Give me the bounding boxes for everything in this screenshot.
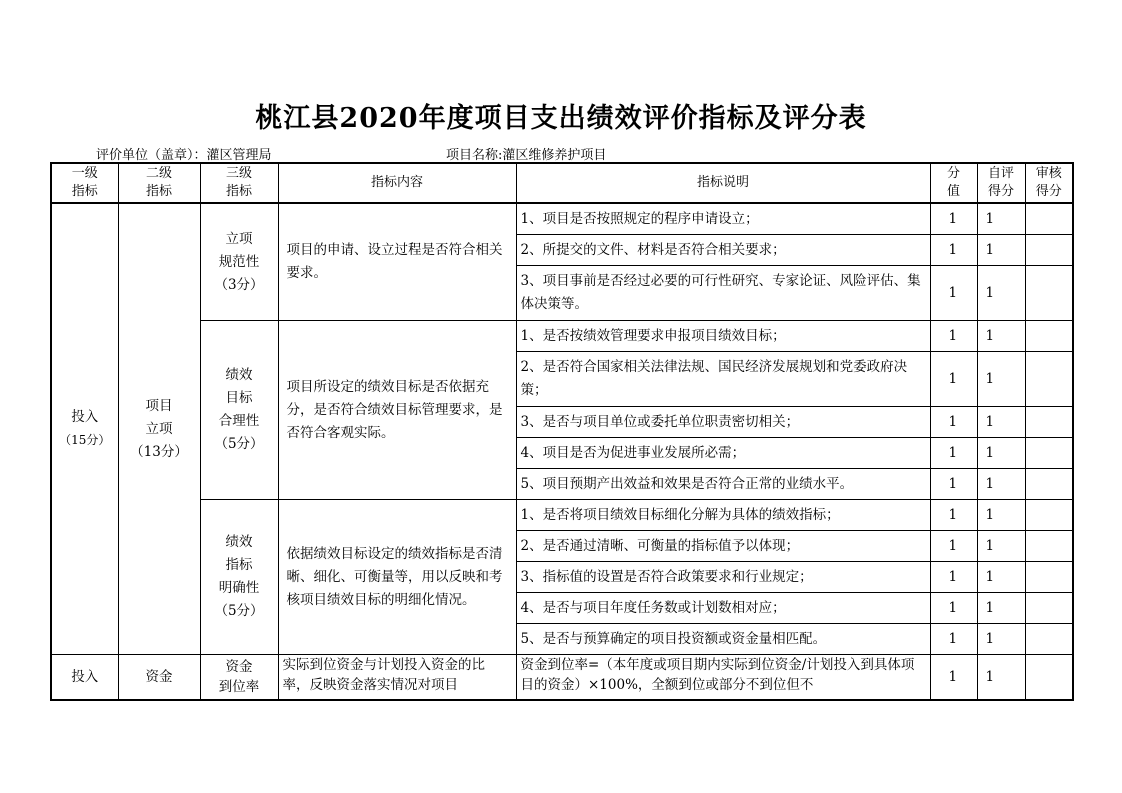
self-score-cell: 1 [977,235,1025,266]
audit-score-cell [1025,500,1073,531]
explain-cell: 4、项目是否为促进事业发展所必需； [516,438,930,469]
audit-score-cell [1025,562,1073,593]
score-cell: 1 [930,321,977,352]
evaluation-unit [96,144,272,163]
score-cell: 1 [930,531,977,562]
audit-score-cell [1025,203,1073,235]
explain-cell: 1、是否按绩效管理要求申报项目绩效目标； [516,321,930,352]
explain-cell: 2、所提交的文件、材料是否符合相关要求； [516,235,930,266]
explain-cell: 5、是否与预算确定的项目投资额或资金量相匹配。 [516,624,930,655]
level3-cell: 立项 规范性 （3分） [200,203,278,321]
score-cell: 1 [930,235,977,266]
self-score-cell: 1 [977,655,1025,701]
audit-score-cell [1025,266,1073,321]
self-score-cell: 1 [977,438,1025,469]
self-score-cell: 1 [977,321,1025,352]
audit-score-cell [1025,593,1073,624]
score-cell: 1 [930,624,977,655]
header-score: 分 值 [930,163,977,203]
explain-cell: 资金到位率=（本年度或项目期内实际到位资金/计划投入到具体项目的资金）×100%，全额到位或部分不到位但不 [516,655,930,701]
project-name [446,144,606,163]
level3-cell: 绩效 目标 合理性 （5分） [200,321,278,500]
score-cell: 1 [930,438,977,469]
self-score-cell: 1 [977,562,1025,593]
score-cell: 1 [930,469,977,500]
score-cell: 1 [930,593,977,624]
audit-score-cell [1025,655,1073,701]
content-cell: 项目的申请、设立过程是否符合相关要求。 [278,203,516,321]
self-score-cell: 1 [977,624,1025,655]
header-level3: 三级 指标 [200,163,278,203]
self-score-cell: 1 [977,203,1025,235]
header-audit-score: 审核 得分 [1025,163,1073,203]
audit-score-cell [1025,407,1073,438]
level2-cell [118,203,200,655]
table-row [51,321,1073,352]
project-name-value: 灌区维修养护项目 [502,148,607,163]
evaluation-table [50,162,1074,701]
header-self-score: 自评 得分 [977,163,1025,203]
level1-cell [51,203,118,655]
table-row [51,500,1073,531]
self-score-cell: 1 [977,593,1025,624]
table-row [51,655,1073,701]
score-cell: 1 [930,266,977,321]
score-cell: 1 [930,655,977,701]
content-cell: 依据绩效目标设定的绩效指标是否清晰、细化、可衡量等，用以反映和考核项目绩效目标的明细化情况。 [278,500,516,655]
project-name-label: 项目名称: [446,148,503,163]
explain-cell: 5、项目预期产出效益和效果是否符合正常的业绩水平。 [516,469,930,500]
self-score-cell: 1 [977,531,1025,562]
header-explain: 指标说明 [516,163,930,203]
evaluation-unit-label: 评价单位（盖章）： [96,148,207,163]
header-level1: 一级 指标 [51,163,118,203]
table-header-row [51,163,1073,203]
score-cell: 1 [930,500,977,531]
level3-cell: 资金 到位率 [200,655,278,701]
self-score-cell: 1 [977,352,1025,407]
level2-name-line2: 立项 [145,420,173,437]
level2-cell: 资金 [118,655,200,701]
self-score-cell: 1 [977,500,1025,531]
content-cell: 项目所设定的绩效目标是否依据充分，是否符合绩效目标管理要求，是否符合客观实际。 [278,321,516,500]
header-content: 指标内容 [278,163,516,203]
explain-cell: 3、项目事前是否经过必要的可行性研究、专家论证、风险评估、集体决策等。 [516,266,930,321]
self-score-cell: 1 [977,407,1025,438]
level1-cell: 投入 [51,655,118,701]
explain-cell: 4、是否与项目年度任务数或计划数相对应； [516,593,930,624]
table-row [51,203,1073,235]
audit-score-cell [1025,531,1073,562]
self-score-cell: 1 [977,266,1025,321]
audit-score-cell [1025,321,1073,352]
audit-score-cell [1025,469,1073,500]
score-cell: 1 [930,352,977,407]
level2-name-line1: 项目 [145,397,173,414]
level1-name: 投入 [71,409,99,425]
content-cell: 实际到位资金与计划投入资金的比率，反映资金落实情况对项目 [278,655,516,701]
explain-cell: 3、是否与项目单位或委托单位职责密切相关； [516,407,930,438]
self-score-cell: 1 [977,469,1025,500]
score-cell: 1 [930,407,977,438]
level3-cell: 绩效 指标 明确性 （5分） [200,500,278,655]
header-level2: 二级 指标 [118,163,200,203]
level2-score: （13分） [130,443,188,460]
audit-score-cell [1025,624,1073,655]
audit-score-cell [1025,352,1073,407]
score-cell: 1 [930,562,977,593]
score-cell: 1 [930,203,977,235]
audit-score-cell [1025,438,1073,469]
explain-cell: 2、是否通过清晰、可衡量的指标值予以体现； [516,531,930,562]
explain-cell: 3、指标值的设置是否符合政策要求和行业规定； [516,562,930,593]
explain-cell: 1、是否将项目绩效目标细化分解为具体的绩效指标； [516,500,930,531]
explain-cell: 1、项目是否按照规定的程序申请设立； [516,203,930,235]
audit-score-cell [1025,235,1073,266]
level1-score: （15分） [59,433,111,447]
page-title: 桃江县2020年度项目支出绩效评价指标及评分表 [255,103,867,134]
explain-cell: 2、是否符合国家相关法律法规、国民经济发展规划和党委政府决策； [516,352,930,407]
evaluation-unit-value: 灌区管理局 [206,148,272,163]
